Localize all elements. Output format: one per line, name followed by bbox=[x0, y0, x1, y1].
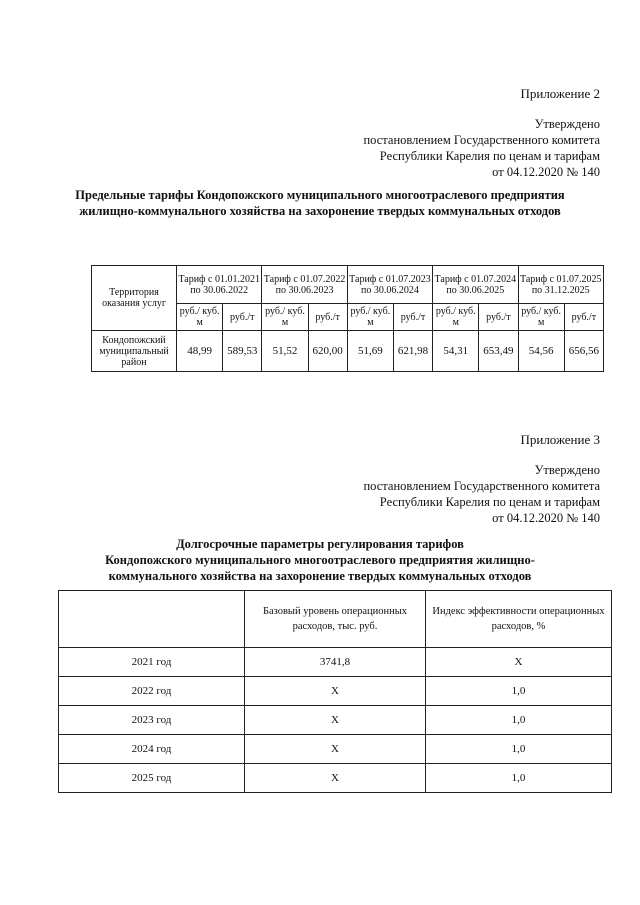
year-cell: 2025 год bbox=[59, 764, 245, 793]
base-cell: Х bbox=[245, 677, 426, 706]
table-row bbox=[59, 706, 612, 735]
empty-header bbox=[59, 591, 245, 648]
index-cell: Х bbox=[426, 648, 612, 677]
unit-m3: руб./ куб. м bbox=[518, 304, 564, 331]
appendix-3-label: Приложение 3 bbox=[520, 432, 600, 447]
tariff-value: 51,52 bbox=[262, 331, 308, 372]
table-row bbox=[59, 735, 612, 764]
tariff-value: 589,53 bbox=[223, 331, 262, 372]
tariff-value: 620,00 bbox=[308, 331, 347, 372]
base-cell: Х bbox=[245, 735, 426, 764]
tariff-value: 621,98 bbox=[393, 331, 432, 372]
unit-m3: руб./ куб. м bbox=[347, 304, 393, 331]
territory-cell: Кондопожский муниципальный район bbox=[92, 331, 177, 372]
tariff-table bbox=[91, 265, 604, 372]
approval-line: от 04.12.2020 № 140 bbox=[492, 511, 600, 525]
unit-m3: руб./ куб. м bbox=[433, 304, 479, 331]
tariff-value: 54,56 bbox=[518, 331, 564, 372]
base-cell: 3741,8 bbox=[245, 648, 426, 677]
approval-line: Республики Карелия по ценам и тарифам bbox=[379, 149, 600, 163]
title-line: коммунального хозяйства на захоронение твердых коммунальных отходов bbox=[108, 569, 532, 583]
unit-m3: руб./ куб. м bbox=[177, 304, 223, 331]
year-cell: 2024 год bbox=[59, 735, 245, 764]
period-header: Тариф с 01.07.2023 по 30.06.2024 bbox=[347, 266, 432, 304]
period-header: Тариф с 01.07.2022 по 30.06.2023 bbox=[262, 266, 347, 304]
base-cell: Х bbox=[245, 764, 426, 793]
tariff-value: 48,99 bbox=[177, 331, 223, 372]
unit-m3: руб./ куб. м bbox=[262, 304, 308, 331]
tariff-value: 653,49 bbox=[479, 331, 518, 372]
tariff-value: 54,31 bbox=[433, 331, 479, 372]
efficiency-index-header: Индекс эффективности операционных расходов, % bbox=[426, 591, 612, 648]
index-cell: 1,0 bbox=[426, 735, 612, 764]
base-cell: Х bbox=[245, 706, 426, 735]
appendix-2-title bbox=[40, 187, 600, 219]
approval-line: постановлением Государственного комитета bbox=[363, 133, 600, 147]
appendix-3-approval bbox=[363, 462, 600, 526]
title-line: Долгосрочные параметры регулирования тарифов bbox=[176, 537, 464, 551]
year-cell: 2022 год bbox=[59, 677, 245, 706]
approval-line: Утверждено bbox=[534, 117, 600, 131]
period-header: Тариф с 01.07.2024 по 30.06.2025 bbox=[433, 266, 518, 304]
approval-line: постановлением Государственного комитета bbox=[363, 479, 600, 493]
unit-t: руб./т bbox=[393, 304, 432, 331]
table-row bbox=[59, 648, 612, 677]
title-line: Кондопожского муниципального многоотраслевого предприятия жилищно- bbox=[105, 553, 535, 567]
tariff-value: 51,69 bbox=[347, 331, 393, 372]
territory-header: Территория оказания услуг bbox=[92, 266, 177, 331]
base-level-header: Базовый уровень операционных расходов, тыс. руб. bbox=[245, 591, 426, 648]
unit-t: руб./т bbox=[479, 304, 518, 331]
index-cell: 1,0 bbox=[426, 677, 612, 706]
appendix-3-title bbox=[40, 536, 600, 584]
tariff-value: 656,56 bbox=[564, 331, 603, 372]
index-cell: 1,0 bbox=[426, 764, 612, 793]
unit-t: руб./т bbox=[223, 304, 262, 331]
parameters-table bbox=[58, 590, 612, 793]
unit-t: руб./т bbox=[564, 304, 603, 331]
title-line: Предельные тарифы Кондопожского муниципального многоотраслевого предприятия bbox=[75, 188, 565, 202]
title-line: жилищно-коммунального хозяйства на захоронение твердых коммунальных отходов bbox=[79, 204, 561, 218]
table-row bbox=[59, 764, 612, 793]
year-cell: 2021 год bbox=[59, 648, 245, 677]
appendix-2-approval bbox=[363, 116, 600, 180]
period-header: Тариф с 01.01.2021 по 30.06.2022 bbox=[177, 266, 262, 304]
period-header: Тариф с 01.07.2025 по 31.12.2025 bbox=[518, 266, 604, 304]
unit-t: руб./т bbox=[308, 304, 347, 331]
approval-line: Республики Карелия по ценам и тарифам bbox=[379, 495, 600, 509]
appendix-2-label: Приложение 2 bbox=[520, 86, 600, 101]
table-row bbox=[59, 677, 612, 706]
approval-line: Утверждено bbox=[534, 463, 600, 477]
index-cell: 1,0 bbox=[426, 706, 612, 735]
approval-line: от 04.12.2020 № 140 bbox=[492, 165, 600, 179]
year-cell: 2023 год bbox=[59, 706, 245, 735]
